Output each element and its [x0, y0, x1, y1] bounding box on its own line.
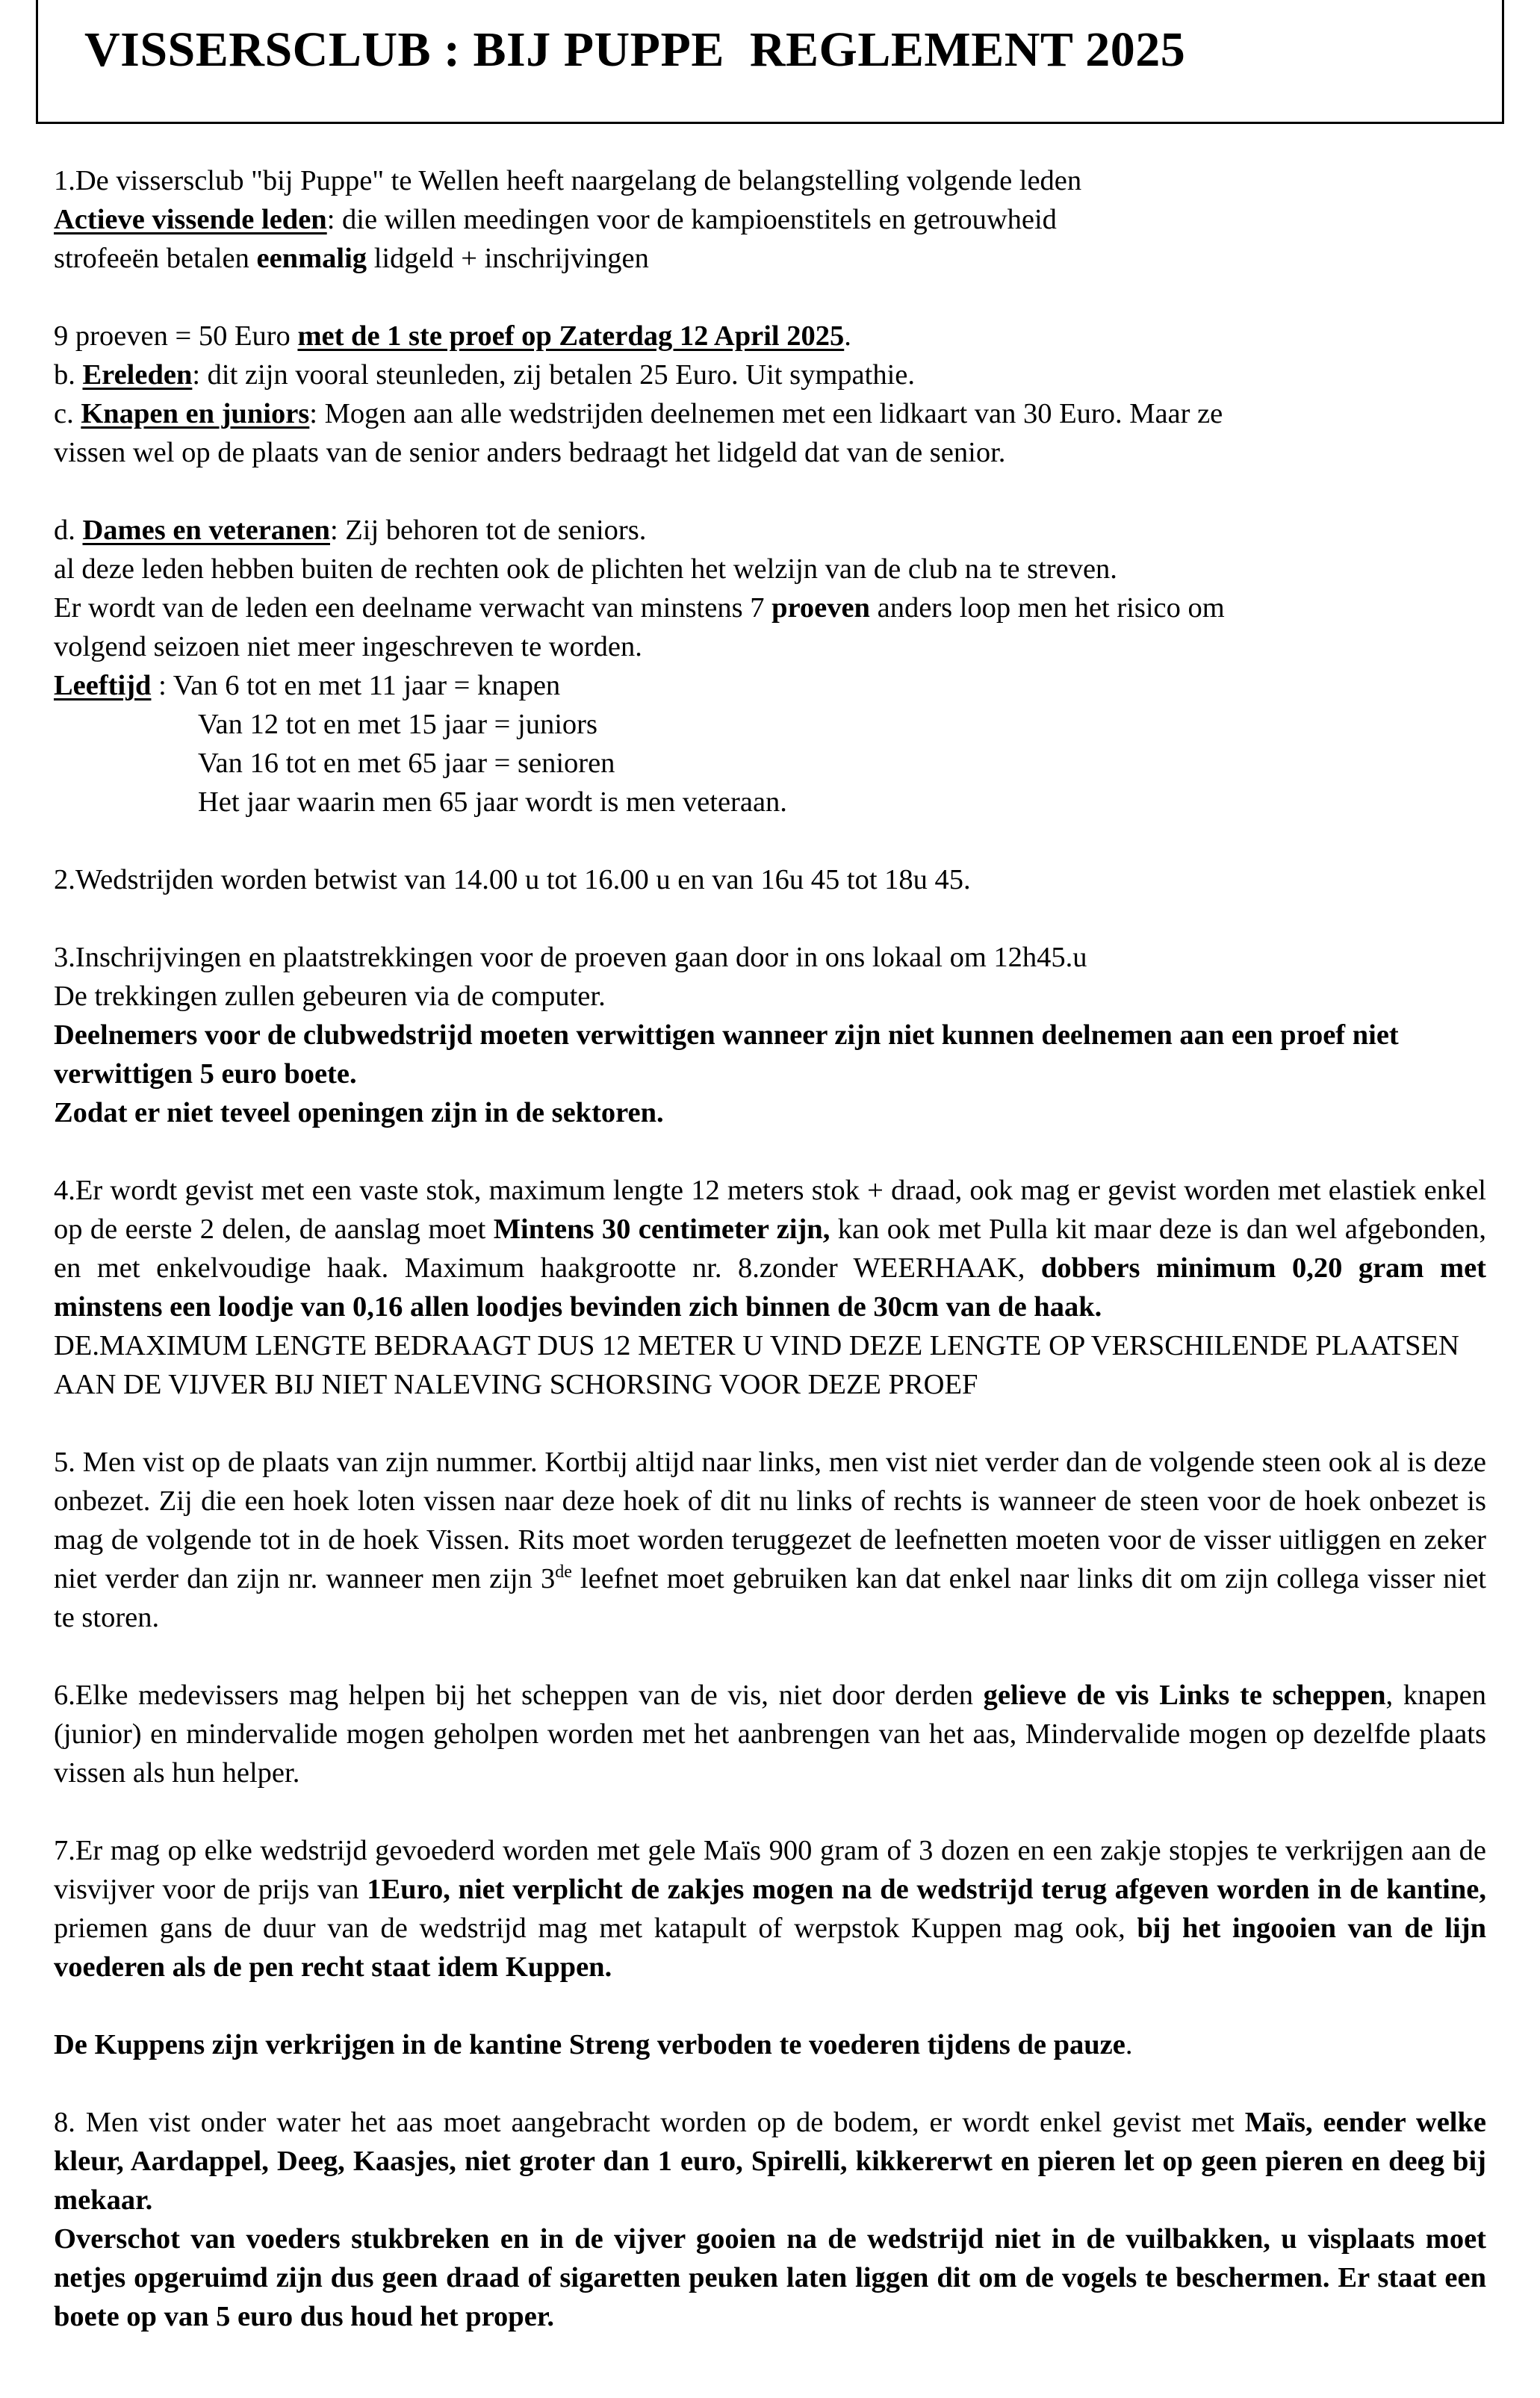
- article-3-bold1: Deelnemers voor de clubwedstrijd moeten verwittigen wanneer zijn niet kunnen deelnemen aan een proef niet verwittigen 5 euro boete.: [54, 1019, 1399, 1090]
- page-title: VISSERSCLUB : BIJ PUPPE REGLEMENT 2025: [84, 22, 1186, 77]
- active-members-fee: strofeeën betalen eenmalig lidgeld + inschrijvingen: [54, 243, 649, 274]
- article-4: [54, 1171, 1486, 1404]
- member-duties: al deze leden hebben buiten de rechten ook de plichten het welzijn van de club na te streven.: [54, 553, 1117, 585]
- participation-expectation-cont: volgend seizoen niet meer ingeschreven te worden.: [54, 631, 642, 662]
- youth-members-cont: vissen wel op de plaats van de senior anders bedraagt het lidgeld dat van de senior.: [54, 437, 1006, 468]
- youth-members: c. Knapen en juniors: Mogen aan alle wedstrijden deelnemen met een lidkaart van 30 Euro. Maar ze: [54, 398, 1223, 429]
- article-5: 5. Men vist op de plaats van zijn nummer. Kortbij altijd naar links, men vist niet verder dan de volgende steen ook al is deze onbezet. Zij die een hoek loten vissen naar deze hoek of dit nu links of rechts is wanneer de steen voor de hoek onbezet is mag de volgende tot in de hoek Vissen. Rits moet worden teruggezet de leefnetten moeten voor de visser uitliggen en zeker niet verder dan zijn nr. wanneer men zijn 3de leefnet moet gebruiken kan dat enkel naar links dit om zijn collega visser niet te storen.: [54, 1447, 1486, 1633]
- document-body: [54, 161, 1486, 2336]
- article-6: 6.Elke medevissers mag helpen bij het scheppen van de vis, niet door derden gelieve de vis Links te scheppen, knapen (junior) en mindervalide mogen geholpen worden met het aanbrengen van het aas, Mindervalide mogen op dezelfde plaats vissen als hun helper.: [54, 1680, 1486, 1789]
- kuppens-rule: De Kuppens zijn verkrijgen in de kantine Streng verboden te voederen tijdens de pauze.: [54, 2029, 1133, 2060]
- age-label: Leeftijd: [54, 670, 152, 701]
- participation-expectation: Er wordt van de leden een deelname verwacht van minstens 7 proeven anders loop men het risico om: [54, 592, 1225, 624]
- article-3-line1: 3.Inschrijvingen en plaatstrekkingen voor de proeven gaan door in ons lokaal om 12h45.u: [54, 942, 1087, 973]
- article-2: 2.Wedstrijden worden betwist van 14.00 u tot 16.00 u en van 16u 45 tot 18u 45.: [54, 864, 971, 895]
- title-box: [36, 0, 1504, 124]
- article-7-text: 7.Er mag op elke wedstrijd gevoederd worden met gele Maïs 900 gram of 3 dozen en een zakje stopjes te verkrijgen aan de visvijver voor de prijs van 1Euro, niet verplicht de zakjes mogen na de wedstrijd terug afgeven worden in de kantine, priemen gans de duur van de wedstrijd mag met katapult of werpstok Kuppen mag ook, bij het ingooien van de lijn voederen als de pen recht staat idem Kuppen.: [54, 1835, 1486, 1983]
- age-seniors: Van 16 tot en met 65 jaar = senioren: [198, 748, 615, 779]
- age-veteran: Het jaar waarin men 65 jaar wordt is men veteraan.: [198, 786, 787, 818]
- honorary-members: b. Ereleden: dit zijn vooral steunleden, zij betalen 25 Euro. Uit sympathie.: [54, 359, 915, 391]
- article-8-cleanup: Overschot van voeders stukbreken en in de vijver gooien na de wedstrijd niet in de vuilbakken, u visplaats moet netjes opgeruimd zijn dus geen draad of sigaretten peuken laten liggen dit om de vogels te beschermen. Er staat een boete op van 5 euro dus houd het proper.: [54, 2223, 1486, 2332]
- article-8: [54, 2103, 1486, 2336]
- article-1: [54, 161, 1486, 821]
- active-members-label: Actieve vissende leden: [54, 204, 327, 235]
- article-3-bold2: Zodat er niet teveel openingen zijn in de sektoren.: [54, 1097, 664, 1128]
- active-members: Actieve vissende leden: die willen meedingen voor de kampioenstitels en getrouwheid: [54, 204, 1057, 235]
- article-4-text: 4.Er wordt gevist met een vaste stok, maximum lengte 12 meters stok + draad, ook mag er gevist worden met elastiek enkel op de eerste 2 delen, de aanslag moet Mintens 30 centimeter zijn, kan ook met Pulla kit maar deze is dan wel afgebonden, en met enkelvoudige haak. Maximum haakgrootte nr. 8.zonder WEERHAAK, dobbers minimum 0,20 gram met minstens een loodje van 0,16 allen loodjes bevinden zich binnen de 30cm van de haak.: [54, 1175, 1486, 1323]
- age-knapen: Leeftijd : Van 6 tot en met 11 jaar = knapen: [54, 670, 561, 701]
- first-match-date: met de 1 ste proef op Zaterdag 12 April 2025: [297, 320, 845, 352]
- age-juniors: Van 12 tot en met 15 jaar = juniors: [198, 709, 597, 740]
- ladies-veterans: d. Dames en veteranen: Zij behoren tot de seniors.: [54, 515, 647, 546]
- proeven-line: 9 proeven = 50 Euro met de 1 ste proef op Zaterdag 12 April 2025.: [54, 320, 851, 352]
- article-4-caps: DE.MAXIMUM LENGTE BEDRAAGT DUS 12 METER U VIND DEZE LENGTE OP VERSCHILENDE PLAATSEN AAN DE VIJVER BIJ NIET NALEVING SCHORSING VOOR DEZE PROEF: [54, 1330, 1459, 1400]
- article-3: [54, 938, 1486, 1132]
- article-3-line2: De trekkingen zullen gebeuren via de computer.: [54, 981, 606, 1012]
- article-1-intro: 1.De vissersclub "bij Puppe" te Wellen heeft naargelang de belangstelling volgende leden: [54, 165, 1082, 196]
- article-7: [54, 1831, 1486, 2064]
- article-8-text: 8. Men vist onder water het aas moet aangebracht worden op de bodem, er wordt enkel gevist met Maïs, eender welke kleur, Aardappel, Deeg, Kaasjes, niet groter dan 1 euro, Spirelli, kikkererwt en pieren let op geen pieren en deeg bij mekaar.: [54, 2107, 1486, 2216]
